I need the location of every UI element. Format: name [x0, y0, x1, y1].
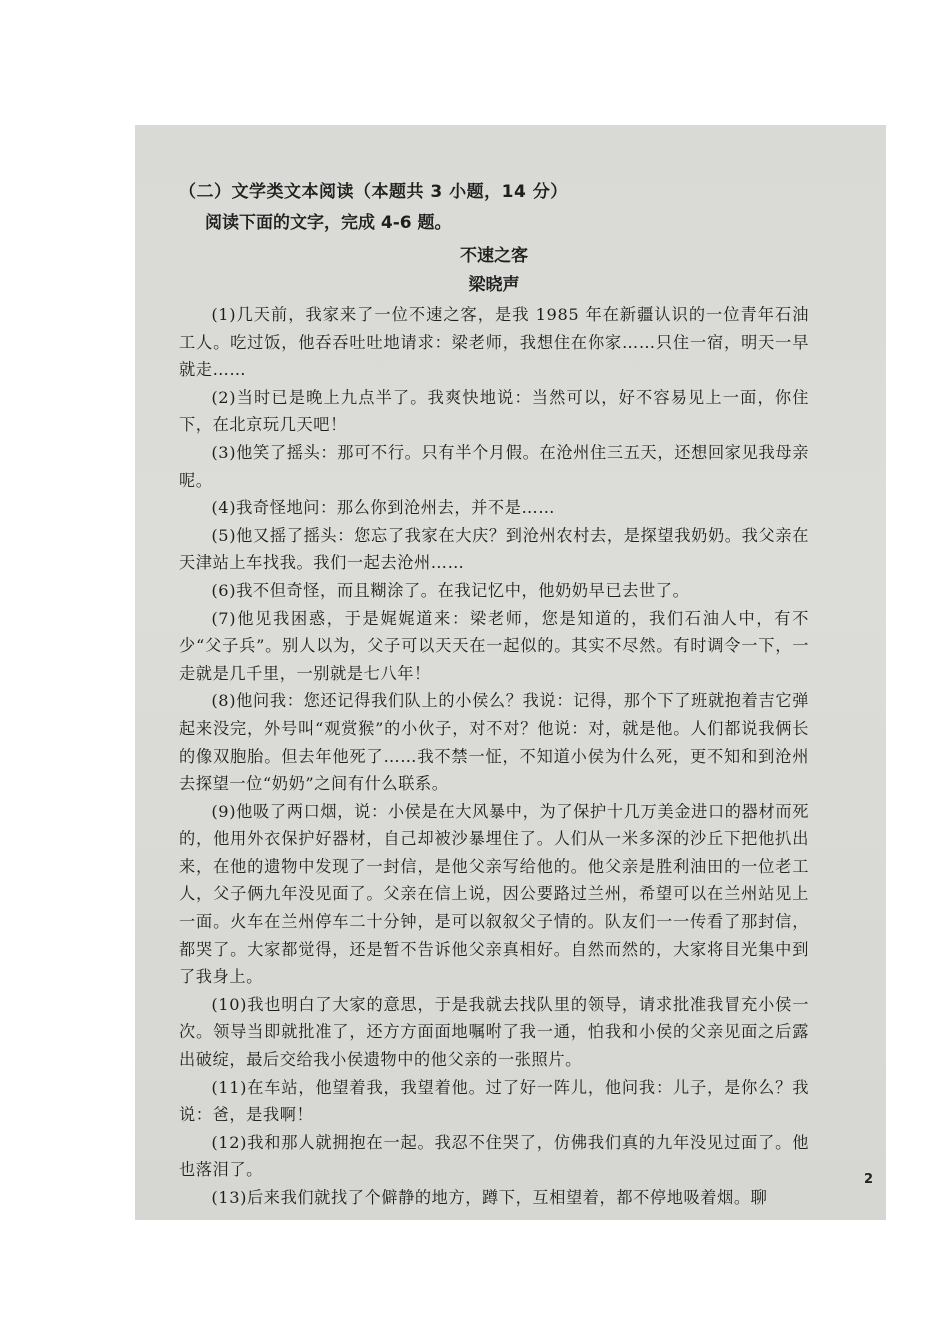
instruction: 阅读下面的文字，完成 4-6 题。: [205, 213, 452, 233]
paragraph-7: (7)他见我困惑，于是娓娓道来：梁老师，您是知道的，我们石油人中，有不少“父子兵”。别人以为，父子可以天天在一起似的。其实不尽然。有时调令一下，一走就是几千里，一别就是七八年！: [179, 608, 809, 683]
paragraph-4: (4)我奇怪地问：那么你到沧州去，并不是……: [211, 498, 556, 518]
paragraph-2: (2)当时已是晚上九点半了。我爽快地说：当然可以，好不容易见上一面，你住下，在北京玩几天吧！: [179, 387, 809, 435]
paragraph-10: (10)我也明白了大家的意思，于是我就去找队里的领导，请求批准我冒充小侯一次。领导当即就批准了，还方方面面地嘱咐了我一通，怕我和小侯的父亲见面之后露出破绽，最后交给我小侯遗物中的他父亲的一张照片。: [179, 994, 809, 1070]
exam-paper: [135, 125, 886, 1220]
story-author: 梁晓声: [468, 275, 520, 295]
page-number: 2: [864, 1172, 874, 1187]
reading-section: [179, 177, 809, 1212]
paragraph-9: (9)他吸了两口烟，说：小侯是在大风暴中，为了保护十几万美金进口的器材而死的，他用外衣保护好器材，自己却被沙暴埋住了。人们从一米多深的沙丘下把他扒出来，在他的遗物中发现了一封信，是他父亲写给他的。他父亲是胜利油田的一位老工人，父子俩九年没见面了。父亲在信上说，因公要路过兰州，希望可以在兰州站见上一面。火车在兰州停车二十分钟，是可以叙叙父子情的。队友们一一传看了那封信，都哭了。大家都觉得，还是暂不告诉他父亲真相好。自然而然的，大家将目光集中到了我身上。: [179, 801, 809, 987]
paragraph-13: (13)后来我们就找了个僻静的地方，蹲下，互相望着，都不停地吸着烟。聊: [211, 1188, 768, 1207]
paragraph-6: (6)我不但奇怪，而且糊涂了。在我记忆中，他奶奶早已去世了。: [211, 580, 690, 600]
paragraph-3: (3)他笑了摇头：那可不行。只有半个月假。在沧州住三五天，还想回家见我母亲呢。: [179, 442, 809, 490]
paragraph-1: (1)几天前，我家来了一位不速之客，是我 1985 年在新疆认识的一位青年石油工人。吃过饭，他吞吞吐吐地请求：梁老师，我想住在你家……只住一宿，明天一早就走……: [179, 305, 809, 380]
paragraph-8: (8)他问我：您还记得我们队上的小侯么？我说：记得，那个下了班就抱着吉它弹起来没完，外号叫“观赏猴”的小伙子，对不对？他说：对，就是他。人们都说我俩长的像双胞胎。但去年他死了……我不禁一怔，不知道小侯为什么死，更不知和到沧州去探望一位“奶奶”之间有什么联系。: [179, 691, 809, 794]
paragraph-12: (12)我和那人就拥抱在一起。我忍不住哭了，仿佛我们真的九年没见过面了。他也落泪了。: [179, 1132, 809, 1180]
bleed-through-text: [395, 145, 667, 168]
paragraph-11: (11)在车站，他望着我，我望着他。过了好一阵儿，他问我：儿子，是你么？我说：爸，是我啊！: [179, 1077, 809, 1125]
section-heading: （二）文学类文本阅读（本题共 3 小题，14 分）: [179, 182, 568, 202]
paragraph-5: (5)他又摇了摇头：您忘了我家在大庆？到沧州农村去，是探望我奶奶。我父亲在天津站上车找我。我们一起去沧州……: [179, 525, 809, 573]
story-title: 不速之客: [460, 246, 528, 266]
